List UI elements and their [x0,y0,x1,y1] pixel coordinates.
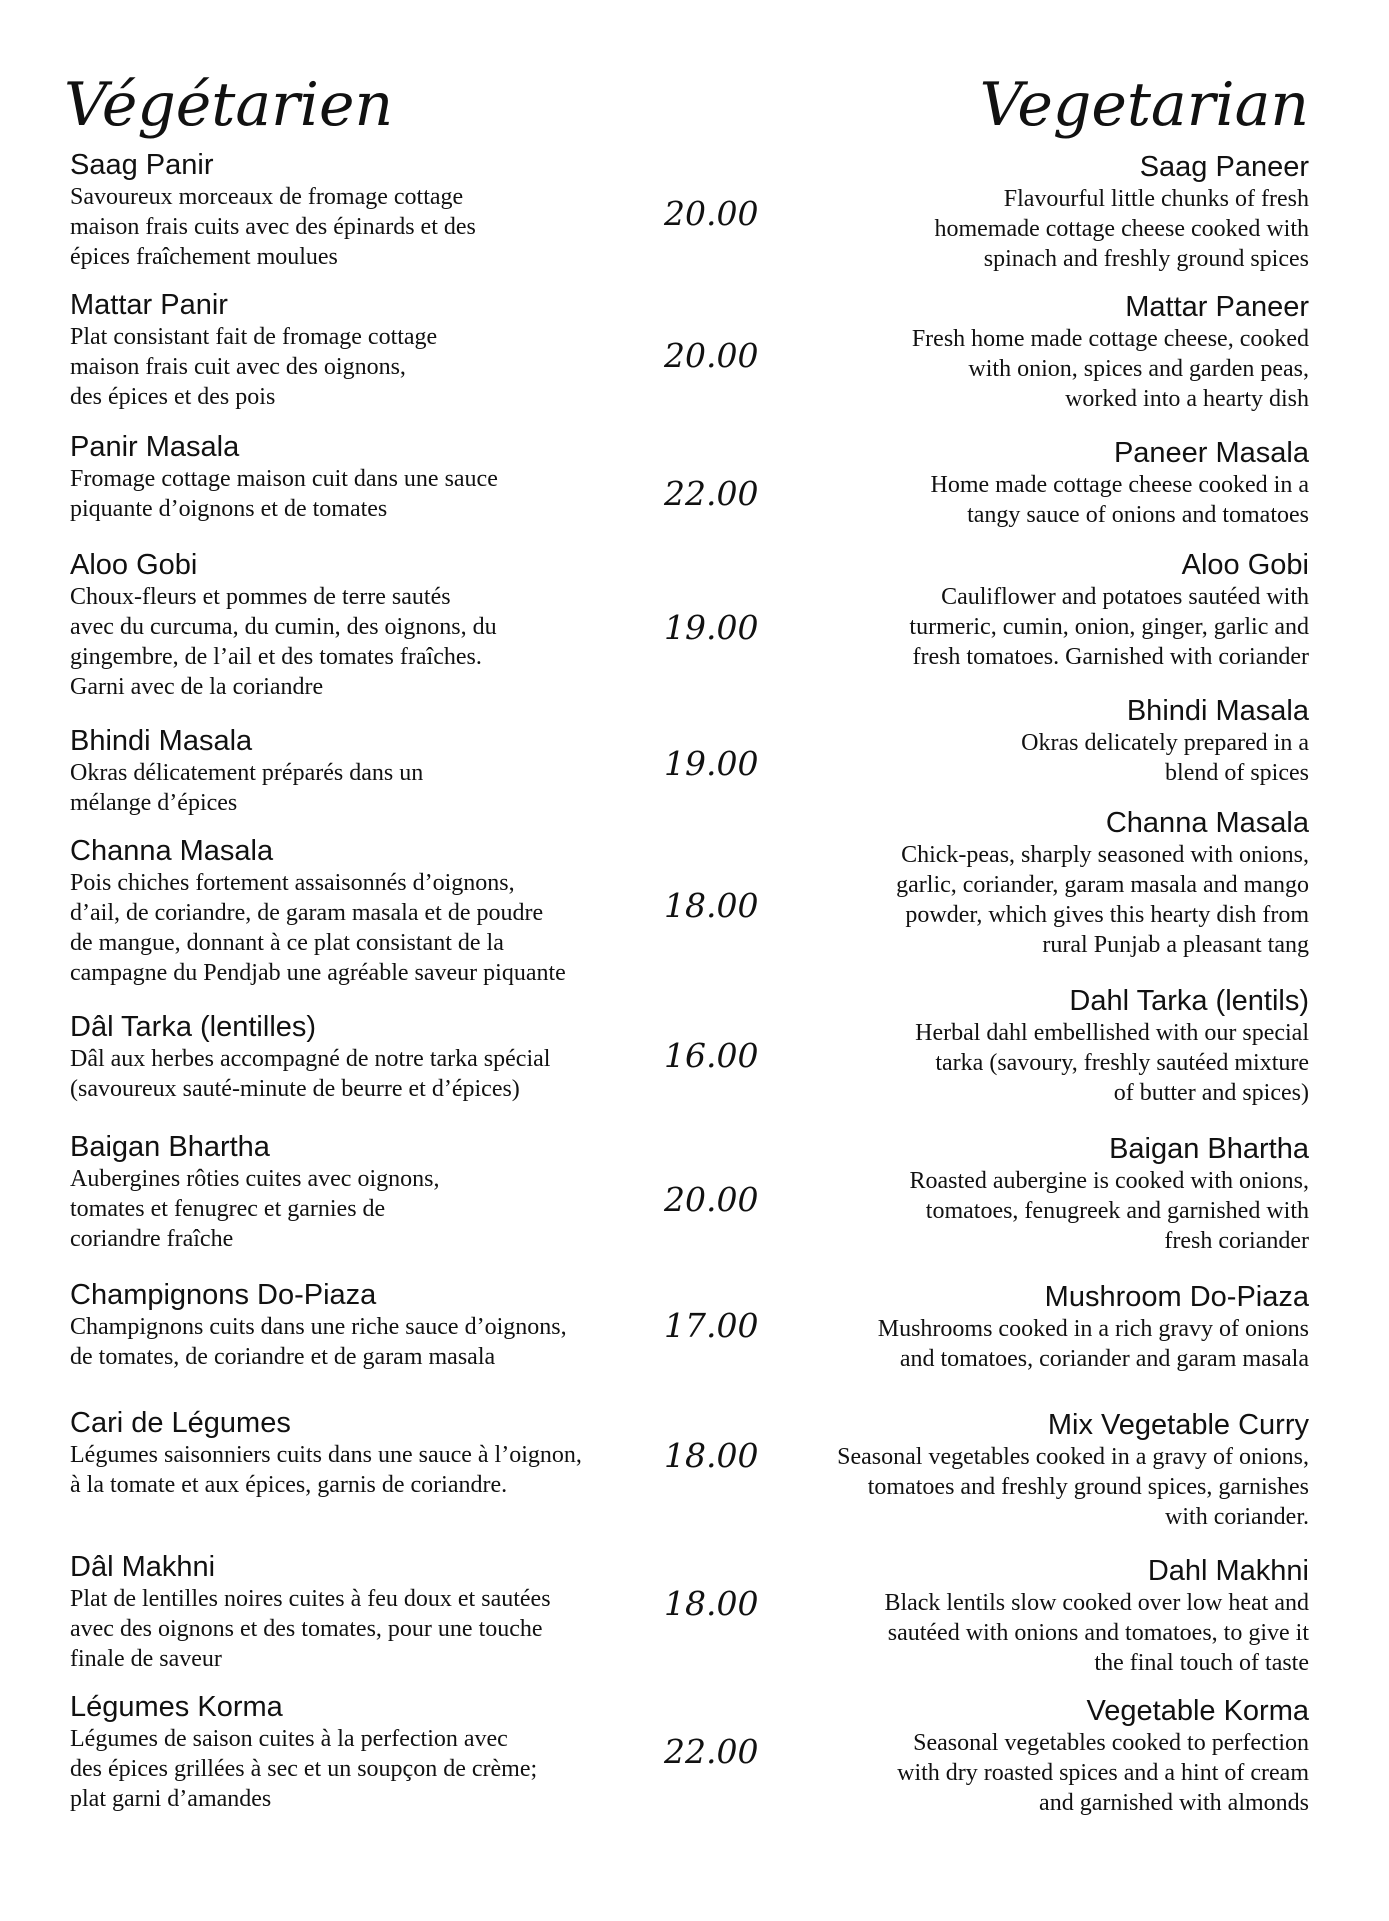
dish-desc-fr: Légumes de saison cuites à la perfection avec des épices grillées à sec et un soupçon de crème; plat garni d’amandes [70,1726,538,1812]
dish-name-fr: Cari de Légumes [70,1407,291,1439]
dish-price: 18.00 [664,886,759,925]
menu-item-en [749,290,1309,414]
menu-item-fr [70,1406,670,1500]
dish-name-fr: Dâl Tarka (lentilles) [70,1011,317,1043]
dish-desc-en: Home made cottage cheese cooked in a tangy sauce of onions and tomatoes [930,472,1309,528]
dish-name-en: Aloo Gobi [1181,549,1309,581]
dish-price: 20.00 [664,194,759,233]
menu-item-en [749,1132,1309,1256]
dish-name-en: Mushroom Do-Piaza [1044,1281,1309,1313]
dish-desc-fr: Choux-fleurs et pommes de terre sautés avec du curcuma, du cumin, des oignons, du gingembre, de l’ail et des tomates fraîches. Garni avec de la coriandre [70,584,497,700]
dish-name-fr: Champignons Do-Piaza [70,1279,377,1311]
dish-name-fr: Bhindi Masala [70,725,253,757]
dish-name-fr: Saag Panir [70,149,214,181]
dish-price: 16.00 [664,1036,759,1075]
dish-desc-en: Herbal dahl embellished with our special tarka (savoury, freshly sautéed mixture of butter and spices) [915,1020,1309,1106]
menu-item-en [749,548,1309,672]
dish-price: 18.00 [664,1584,759,1623]
dish-price: 18.00 [664,1436,759,1475]
dish-name-en: Paneer Masala [1113,437,1309,469]
dish-desc-en: Seasonal vegetables cooked in a gravy of onions, tomatoes and freshly ground spices, garnishes with coriander. [837,1444,1309,1530]
menu-item-fr [70,724,670,818]
dish-desc-fr: Fromage cottage maison cuit dans une sauce piquante d’oignons et de tomates [70,466,498,522]
dish-price: 19.00 [664,608,759,647]
dish-price: 20.00 [664,336,759,375]
menu-item-en [749,1694,1309,1818]
dish-name-en: Baigan Bhartha [1109,1133,1309,1165]
dish-name-fr: Légumes Korma [70,1691,283,1723]
menu-item-fr [70,1690,670,1814]
menu-item-fr [70,548,670,702]
menu-item-en [749,1280,1309,1374]
dish-name-fr: Baigan Bhartha [70,1131,270,1163]
menu-item-fr [70,834,670,988]
dish-name-en: Bhindi Masala [1126,695,1309,727]
menu-item-en [749,984,1309,1108]
menu-item-fr [70,148,670,272]
dish-desc-en: Fresh home made cottage cheese, cooked with onion, spices and garden peas, worked into a hearty dish [911,326,1309,412]
menu-item-en [749,806,1309,960]
dish-desc-en: Roasted aubergine is cooked with onions, tomatoes, fenugreek and garnished with fresh coriander [909,1168,1309,1254]
dish-name-fr: Channa Masala [70,835,274,867]
dish-name-fr: Dâl Makhni [70,1551,216,1583]
dish-desc-en: Okras delicately prepared in a blend of spices [1021,730,1309,786]
dish-desc-fr: Savoureux morceaux de fromage cottage maison frais cuits avec des épinards et des épices fraîchement moulues [70,184,476,270]
dish-name-fr: Mattar Panir [70,289,228,321]
dish-price: 20.00 [664,1180,759,1219]
dish-desc-fr: Pois chiches fortement assaisonnés d’oignons, d’ail, de coriandre, de garam masala et de poudre de mangue, donnant à ce plat consistant de la campagne du Pendjab une agréable saveur piquante [70,870,566,986]
dish-name-en: Vegetable Korma [1086,1695,1309,1727]
menu-item-en [749,694,1309,788]
dish-desc-en: Seasonal vegetables cooked to perfection with dry roasted spices and a hint of cream and garnished with almonds [897,1730,1309,1816]
dish-price: 22.00 [664,474,759,513]
dish-desc-fr: Légumes saisonniers cuits dans une sauce à l’oignon, à la tomate et aux épices, garnis de coriandre. [70,1442,582,1498]
dish-name-en: Saag Paneer [1139,151,1309,183]
dish-desc-en: Mushrooms cooked in a rich gravy of onions and tomatoes, coriander and garam masala [877,1316,1309,1372]
menu-item-en [749,1408,1309,1532]
dish-name-en: Mattar Paneer [1125,291,1309,323]
dish-desc-fr: Aubergines rôties cuites avec oignons, tomates et fenugrec et garnies de coriandre fraîche [70,1166,440,1252]
dish-desc-en: Chick-peas, sharply seasoned with onions, garlic, coriander, garam masala and mango powder, which gives this hearty dish from rural Punjab a pleasant tang [896,842,1309,958]
dish-desc-fr: Champignons cuits dans une riche sauce d’oignons, de tomates, de coriandre et de garam masala [70,1314,567,1370]
dish-desc-en: Cauliflower and potatoes sautéed with turmeric, cumin, onion, ginger, garlic and fresh tomatoes. Garnished with coriander [909,584,1309,670]
dish-name-en: Mix Vegetable Curry [1047,1409,1309,1441]
dish-desc-fr: Dâl aux herbes accompagné de notre tarka spécial (savoureux sauté-minute de beurre et d’épices) [70,1046,551,1102]
menu-item-fr [70,288,670,412]
menu-item-fr [70,1550,670,1674]
menu-item-fr [70,1130,670,1254]
dish-name-fr: Aloo Gobi [70,549,198,581]
menu-item-fr [70,1010,670,1104]
dish-name-en: Channa Masala [1105,807,1309,839]
dish-desc-fr: Okras délicatement préparés dans un mélange d’épices [70,760,424,816]
dish-desc-en: Black lentils slow cooked over low heat and sautéed with onions and tomatoes, to give it the final touch of taste [884,1590,1309,1676]
dish-price: 19.00 [664,744,759,783]
menu-item-en [749,436,1309,530]
dish-name-en: Dahl Makhni [1147,1555,1309,1587]
menu-item-en [749,150,1309,274]
dish-name-en: Dahl Tarka (lentils) [1069,985,1309,1017]
dish-desc-en: Flavourful little chunks of fresh homemade cottage cheese cooked with spinach and freshly ground spices [934,186,1309,272]
dish-price: 22.00 [664,1732,759,1771]
dish-desc-fr: Plat de lentilles noires cuites à feu doux et sautées avec des oignons et des tomates, pour une touche finale de saveur [70,1586,551,1672]
dish-price: 17.00 [664,1306,759,1345]
heading-french: Végétarien [64,70,394,140]
menu-item-en [749,1554,1309,1678]
menu-item-fr [70,430,670,524]
dish-name-fr: Panir Masala [70,431,240,463]
heading-english: Vegetarian [979,70,1309,140]
menu-item-fr [70,1278,670,1372]
dish-desc-fr: Plat consistant fait de fromage cottage maison frais cuit avec des oignons, des épices et des pois [70,324,438,410]
